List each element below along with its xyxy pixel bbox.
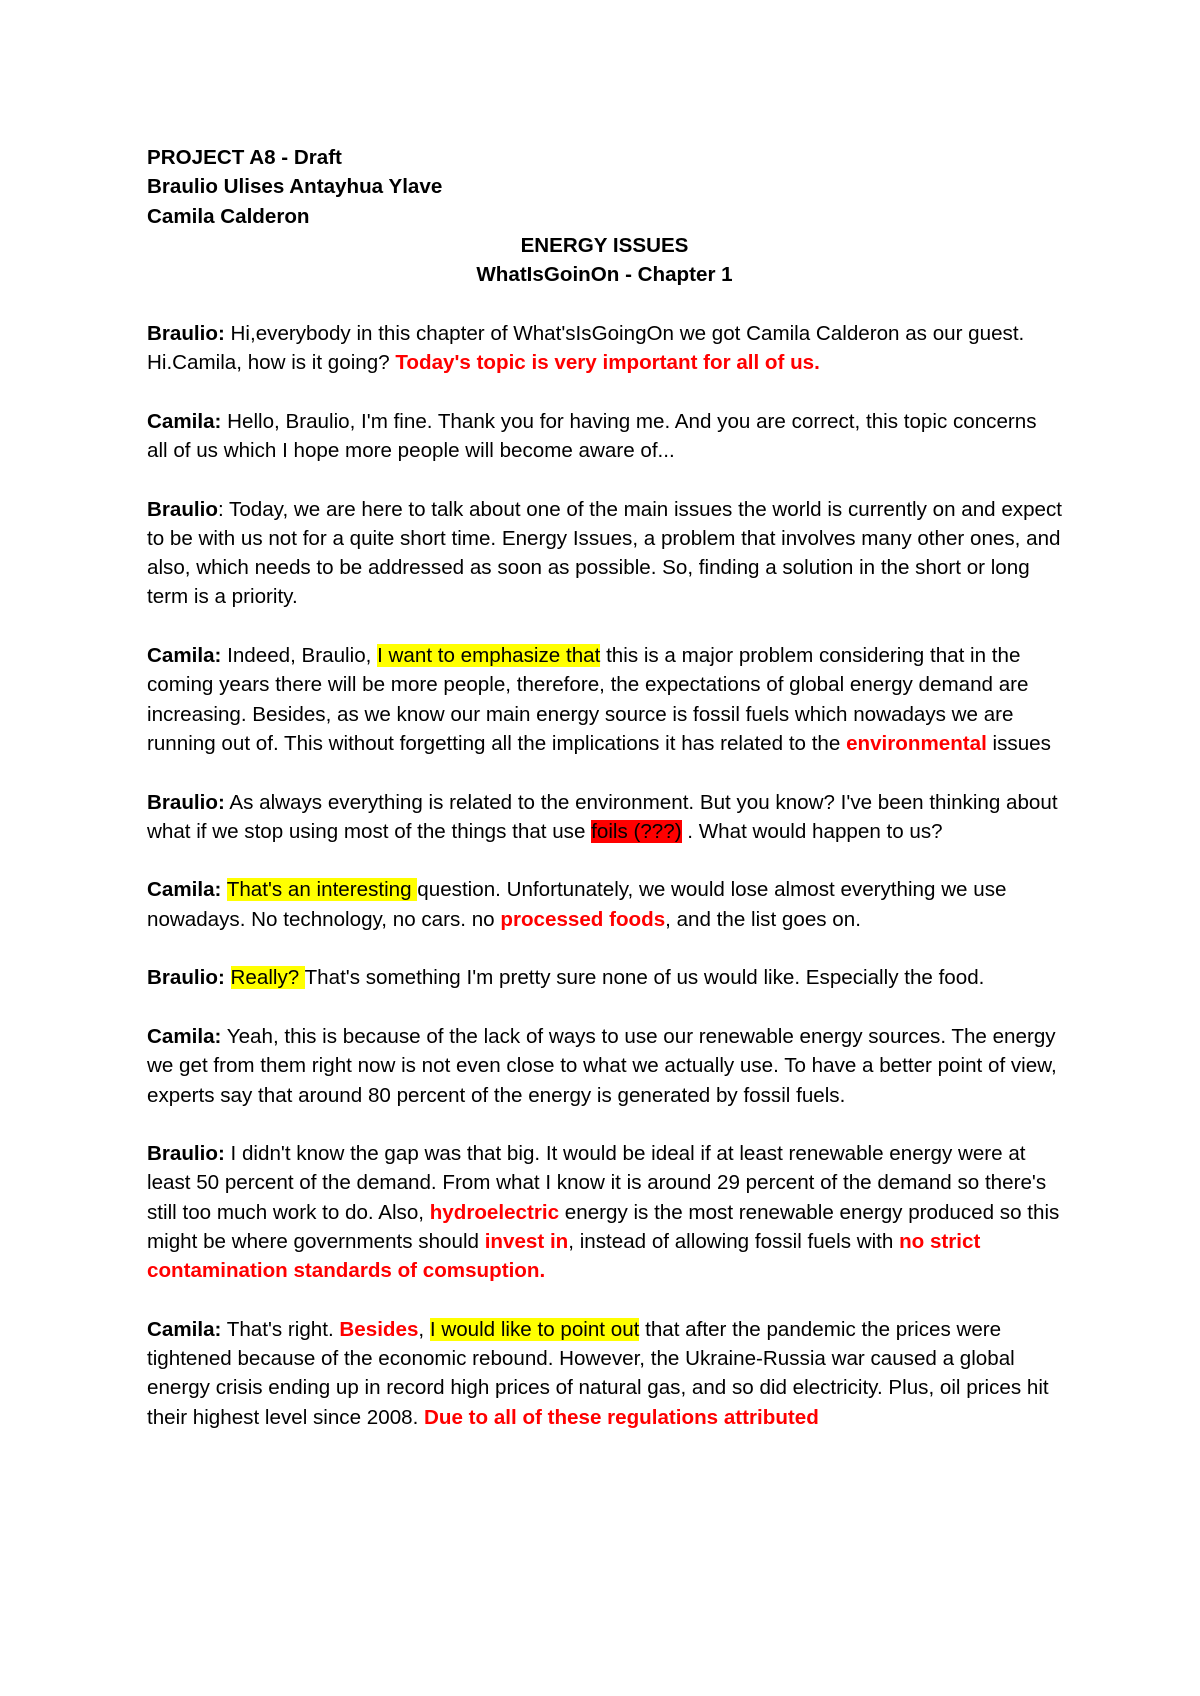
dialogue-body: [147, 319, 1062, 1432]
paragraph-text: . What would happen to us?: [681, 819, 943, 843]
speaker-name: Camila:: [147, 644, 222, 668]
speaker-name: Camila:: [147, 1024, 222, 1048]
emphasis-text: Due to all of these regulations attributed: [424, 1405, 819, 1429]
flagged-text: foils (???): [591, 819, 682, 843]
paragraph-text: [225, 966, 231, 989]
emphasis-text: Today's topic is very important for all of us.: [395, 351, 820, 375]
dialogue-paragraph: [147, 875, 1062, 934]
author-name: Camila Calderon: [147, 204, 310, 228]
paragraph-text: ,: [418, 1317, 430, 1341]
dialogue-paragraph: [147, 1315, 1062, 1432]
dialogue-paragraph: [147, 963, 1062, 992]
paragraph-text: energy is the most renewable energy produced so this might be where governments should: [147, 1200, 1060, 1253]
paragraph-text: : Today, we are here to talk about one of the main issues the world is currently on and expect to be with us not for a quite short time. Energy Issues, a problem that involves many other ones, and also, which needs to be addressed as soon as possible. So, finding a solution in the short or long term is a priority.: [147, 497, 1063, 609]
spacer: [147, 289, 1062, 318]
speaker-name: Camila:: [147, 1317, 222, 1341]
paragraph-text: As always everything is related to the environment. But you know? I've been thinking about what if we stop using most of the things that use: [147, 790, 1058, 843]
speaker-name: Braulio:: [147, 790, 225, 814]
paragraph-text: issues: [986, 731, 1051, 755]
emphasis-text: invest in: [484, 1229, 569, 1253]
paragraph-text: I didn't know the gap was that big. It would be ideal if at least renewable energy were at least 50 percent of the demand. From what I know it is around 29 percent of the demand so there's still too much work to do. Also,: [147, 1142, 1047, 1224]
dialogue-paragraph: [147, 319, 1062, 378]
project-title: PROJECT A8 - Draft: [147, 146, 342, 169]
emphasis-text: environmental: [846, 731, 987, 755]
emphasis-text: no strict contamination standards of comsuption.: [147, 1229, 981, 1283]
highlighted-text: I would like to point out: [429, 1317, 640, 1341]
dialogue-paragraph: [147, 1139, 1062, 1285]
paragraph-text: Indeed, Braulio,: [221, 644, 378, 668]
emphasis-text: Besides: [339, 1317, 419, 1341]
highlighted-text: Really?: [230, 966, 305, 990]
paragraph-text: Yeah, this is because of the lack of ways to use our renewable energy sources. The energy we get from them right now is not even close to what we actually use. To have a better point of view, experts say that around 80 percent of the energy is generated by fossil fuels.: [147, 1024, 1057, 1107]
speaker-name: Braulio:: [147, 1142, 225, 1166]
dialogue-paragraph: [147, 1022, 1062, 1110]
speaker-name: Braulio: [147, 497, 218, 521]
document-subtitle: WhatIsGoinOn - Chapter 1: [476, 263, 733, 287]
paragraph-text: Hi,everybody in this chapter of What'sIsGoingOn we got Camila Calderon as our guest. Hi.Camila, how is it going?: [147, 321, 1025, 375]
paragraph-text: , and the list goes on.: [665, 907, 861, 931]
author-name: Braulio Ulises Antayhua Ylave: [147, 175, 443, 199]
speaker-name: Braulio:: [147, 321, 225, 345]
paragraph-text: [221, 878, 226, 901]
paragraph-text: question. Unfortunately, we would lose almost everything we use nowadays. No technology, no cars. no: [147, 878, 1007, 931]
speaker-name: Camila:: [147, 409, 222, 433]
emphasis-text: processed foods: [500, 907, 666, 931]
dialogue-paragraph: [147, 641, 1062, 758]
paragraph-text: that after the pandemic the prices were tightened because of the economic rebound. However, the Ukraine-Russia war caused a global energy crisis ending up in record high prices of natural gas, and so did electricity. Plus, oil prices hit their highest level since 2008.: [147, 1317, 1049, 1429]
paragraph-text: , instead of allowing fossil fuels with: [568, 1229, 900, 1253]
speaker-name: Braulio:: [147, 966, 225, 990]
emphasis-text: hydroelectric: [429, 1200, 560, 1224]
dialogue-paragraph: [147, 788, 1062, 847]
dialogue-paragraph: [147, 407, 1062, 466]
speaker-name: Camila:: [147, 878, 222, 902]
dialogue-paragraph: [147, 495, 1062, 612]
paragraph-text: That's something I'm pretty sure none of us would like. Especially the food.: [304, 966, 985, 990]
highlighted-text: That's an interesting: [226, 878, 418, 902]
paragraph-text: this is a major problem considering that in the coming years there will be more people, therefore, the expectations of global energy demand are increasing. Besides, as we know our main energy source is fossil fuels which nowadays we are running out of. This without forgetting all the implications it has related to the: [147, 644, 1029, 755]
paragraph-text: Hello, Braulio, I'm fine. Thank you for having me. And you are correct, this topic concerns all of us which I hope more people will become aware of...: [147, 409, 1037, 462]
document-page: [147, 143, 1062, 1461]
paragraph-text: That's right.: [221, 1317, 340, 1341]
document-title: ENERGY ISSUES: [520, 233, 689, 257]
highlighted-text: I want to emphasize that: [377, 644, 601, 668]
